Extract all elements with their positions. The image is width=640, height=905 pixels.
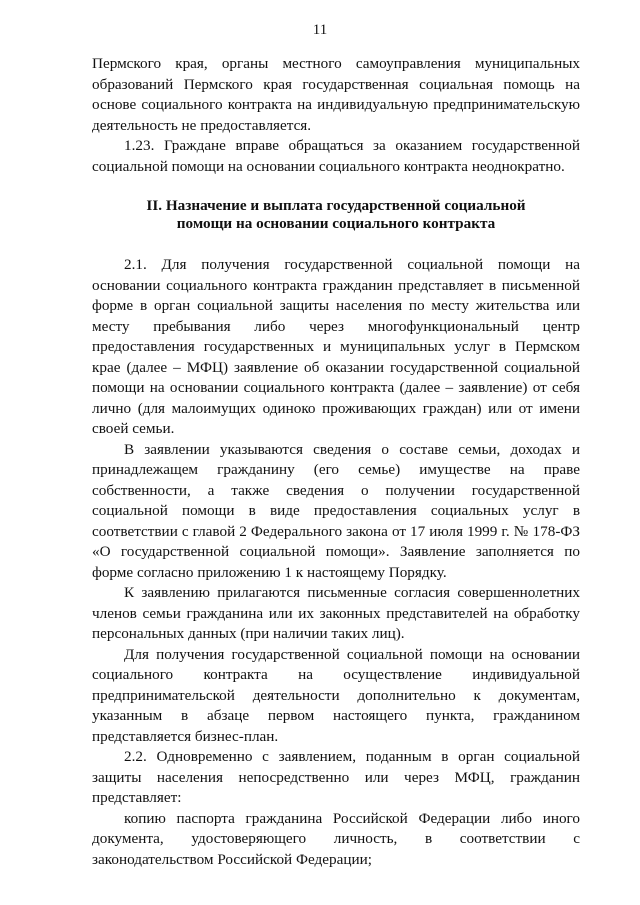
paragraph-continuation: Пермского края, органы местного самоуправления муниципальных образований Пермского края государственная социальная помощь на основе социального контракта на индивидуальную предпринимательскую деятельность не предоставляется. [92,55,580,134]
paragraph-2-2: 2.2. Одновременно с заявлением, поданным в орган социальной защиты населения непосредственно или через МФЦ, гражданин представляет: [92,748,580,806]
page-number: 11 [312,22,328,38]
section-title [126,197,546,233]
document-body [92,54,580,870]
paragraph-2-1-consents: К заявлению прилагаются письменные согласия совершеннолетних членов семьи гражданина или их законных представителей на обработку персональных данных (при наличии таких лиц). [92,584,580,642]
paragraph-2-1: 2.1. Для получения государственной социальной помощи на основании социального контракта гражданин представляет в письменной форме в орган социальной защиты населения по месту жительства или месту пребывания либо через многофункциональный центр предоставления государственных и муниципальных услуг в Пермском крае (далее – МФЦ) заявление об оказании государственной социальной помощи на основании социального контракта (далее – заявление) от себя лично (для малоимущих одиноко проживающих граждан) или от имени своей семьи. [92,256,580,437]
paragraph-2-1-business-plan: Для получения государственной социальной помощи на основании социального контракта на осуществление индивидуальной предпринимательской деятельности дополнительно к документам, указанным в абзаце первом настоящего пункта, гражданином представляется бизнес-план. [92,645,580,745]
paragraph-1-23: 1.23. Граждане вправе обращаться за оказанием государственной социальной помощи на основании социального контракта неоднократно. [92,137,580,175]
section-title-line-2: помощи на основании социального контракта [176,215,496,232]
paragraph-2-2-passport: копию паспорта гражданина Российской Федерации либо иного документа, удостоверяющего личность, в соответствии с законодательством Российской Федерации; [92,809,580,868]
section-title-line-1: II. Назначение и выплата государственной социальной [146,197,526,214]
paragraph-2-1-statement-contents: В заявлении указываются сведения о составе семьи, доходах и принадлежащем гражданину (его семье) имуществе на праве собственности, а также сведения о получении государственной социальной помощи в виде предоставления социальных услуг в соответствии с главой 2 Федерального закона от 17 июля 1999 г. № 178-ФЗ «О государственной социальной помощи». Заявление заполняется по форме согласно приложению 1 к настоящему Порядку. [92,440,580,581]
